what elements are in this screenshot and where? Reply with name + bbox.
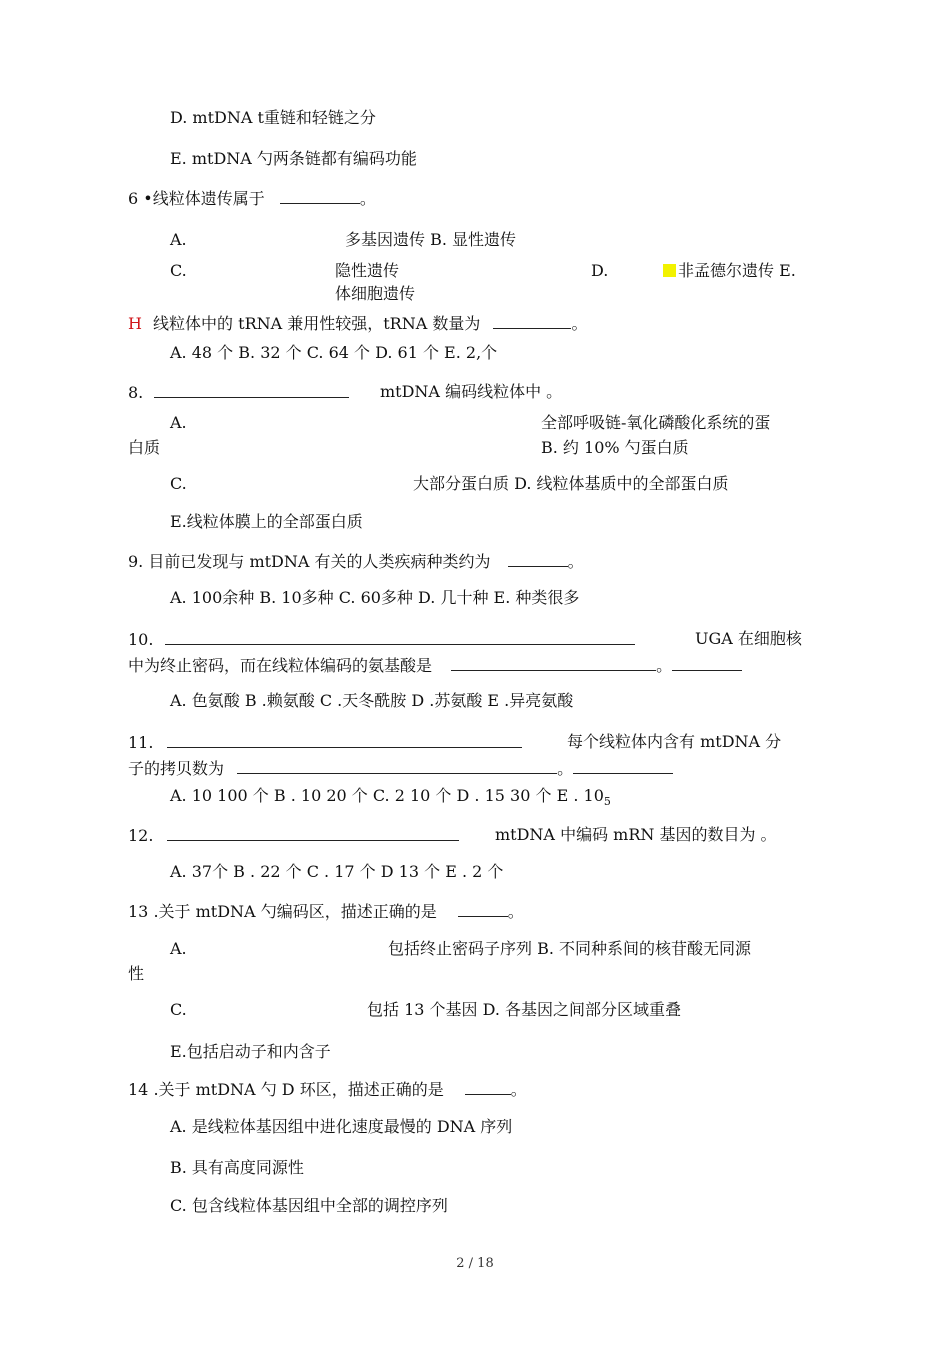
- q8-option-a-label: A.: [170, 413, 187, 432]
- q14-stem-text: 14 .关于 mtDNA 勺 D 环区，描述正确的是: [128, 1080, 444, 1099]
- answer-blank: [154, 382, 349, 398]
- q7-stem-end: 。: [571, 314, 588, 333]
- answer-blank: [508, 551, 568, 567]
- q10-stem-cont-text: 中为终止密码，而在线粒体编码的氨基酸是: [128, 656, 433, 675]
- q13-option-c-text: 包括 13 个基因 D. 各基因之间部分区域重叠: [367, 1000, 682, 1019]
- q11-options: [170, 786, 611, 812]
- answer-blank: [167, 732, 522, 748]
- q13-option-e: E.包括启动子和内含子: [170, 1042, 331, 1061]
- q11-stem-end: 。: [557, 759, 574, 778]
- answer-blank-tail: [573, 758, 673, 774]
- q11-stem-cont-text: 子的拷贝数为: [128, 759, 225, 778]
- q13-option-a-text: 包括终止密码子序列 B. 不同种系间的核苷酸无同源: [388, 939, 752, 958]
- q10-stem-right: UGA 在细胞核: [695, 629, 802, 648]
- q14-option-a: A. 是线粒体基因组中进化速度最慢的 DNA 序列: [170, 1117, 513, 1136]
- q6-option-c-label: C.: [170, 261, 187, 280]
- q8-option-a-text-cont: 白质: [128, 438, 161, 457]
- q12-stem-right: mtDNA 中编码 mRN 基因的数目为 。: [495, 825, 777, 844]
- q6-stem-text: 6 •线粒体遗传属于: [128, 189, 265, 208]
- answer-blank: [237, 758, 557, 774]
- q12-number: 12.: [128, 826, 154, 845]
- q12-stem: [128, 825, 459, 846]
- q13-stem-text: 13 .关于 mtDNA 勺编码区，描述正确的是: [128, 902, 437, 921]
- q13-stem-end: 。: [507, 902, 524, 921]
- q14-stem-end: 。: [510, 1080, 527, 1099]
- q13-option-a-label: A.: [170, 939, 187, 958]
- q7-stem: [128, 313, 587, 334]
- page-number: 2 / 18: [456, 1256, 494, 1271]
- q6-option-a-label: A.: [170, 230, 187, 249]
- q10-stem-cont: [128, 655, 742, 676]
- answer-blank: [493, 313, 571, 329]
- answer-blank: [167, 825, 459, 841]
- q9-stem-end: 。: [567, 552, 584, 571]
- q13-option-c-label: C.: [170, 1000, 187, 1019]
- q11-stem-right: 每个线粒体内含有 mtDNA 分: [567, 732, 782, 751]
- q11-stem-cont: [128, 758, 673, 779]
- answer-blank: [458, 901, 508, 917]
- q13-stem: [128, 901, 524, 922]
- q9-stem-text: 9. 目前已发现与 mtDNA 有关的人类疾病种类约为: [128, 552, 491, 571]
- answer-blank: [451, 655, 656, 671]
- q11-number: 11.: [128, 733, 154, 752]
- q6-option-d-text-value: 非孟德尔遗传 E.: [678, 261, 796, 280]
- q8-stem-text: mtDNA 编码线粒体中 。: [380, 382, 563, 401]
- q8-option-c-text: 大部分蛋白质 D. 线粒体基质中的全部蛋白质: [413, 474, 729, 493]
- answer-blank-tail: [672, 655, 742, 671]
- highlight-marker: [663, 264, 676, 277]
- q8-stem: [128, 382, 349, 403]
- q7-marker: H: [128, 314, 142, 333]
- q6-option-c-text: 隐性遗传: [335, 261, 400, 280]
- q14-stem: [128, 1079, 527, 1100]
- q14-option-b: B. 具有高度同源性: [170, 1158, 304, 1177]
- q13-option-a-text-cont: 性: [128, 964, 145, 983]
- q6-option-c-text-cont: 体细胞遗传: [335, 284, 416, 303]
- q6-stem: [128, 188, 376, 209]
- answer-blank: [165, 629, 635, 645]
- q10-options: A. 色氨酸 B .赖氨酸 C .天冬酰胺 D .苏氨酸 E .异亮氨酸: [170, 691, 574, 710]
- q6-stem-end: 。: [359, 189, 376, 208]
- q8-option-c-label: C.: [170, 474, 187, 493]
- q5-option-d: D. mtDNA t重链和轻链之分: [170, 108, 376, 127]
- q8-option-b: B. 约 10% 勺蛋白质: [541, 438, 689, 457]
- q9-options: A. 100余种 B. 10多种 C. 60多种 D. 几十种 E. 种类很多: [170, 588, 580, 607]
- q10-stem-end: 。: [656, 656, 673, 675]
- q6-option-d-text: [663, 261, 796, 281]
- q10-stem: [128, 629, 635, 650]
- q6-option-a-text: 多基因遗传 B. 显性遗传: [345, 230, 517, 249]
- q5-option-e: E. mtDNA 勺两条链都有编码功能: [170, 149, 417, 168]
- q8-option-a-text: 全部呼吸链-氧化磷酸化系统的蛋: [541, 413, 771, 432]
- q7-options: A. 48 个 B. 32 个 C. 64 个 D. 61 个 E. 2,个: [170, 343, 498, 362]
- q8-number: 8.: [128, 383, 144, 402]
- answer-blank: [280, 188, 360, 204]
- q7-stem-text: 线粒体中的 tRNA 兼用性较强，tRNA 数量为: [153, 314, 481, 333]
- q11-options-subscript: 5: [603, 795, 611, 809]
- q12-options: A. 37个 B . 22 个 C . 17 个 D 13 个 E . 2 个: [170, 862, 504, 881]
- answer-blank: [465, 1079, 511, 1095]
- q9-stem: [128, 551, 584, 572]
- q11-options-text: A. 10 100 个 B . 10 20 个 C. 2 10 个 D . 15 30 个 E . 10: [170, 786, 604, 805]
- q8-option-e: E.线粒体膜上的全部蛋白质: [170, 512, 363, 531]
- q10-number: 10.: [128, 630, 154, 649]
- q14-option-c: C. 包含线粒体基因组中全部的调控序列: [170, 1196, 448, 1215]
- q6-option-d-label: D.: [591, 261, 609, 280]
- q11-stem: [128, 732, 522, 753]
